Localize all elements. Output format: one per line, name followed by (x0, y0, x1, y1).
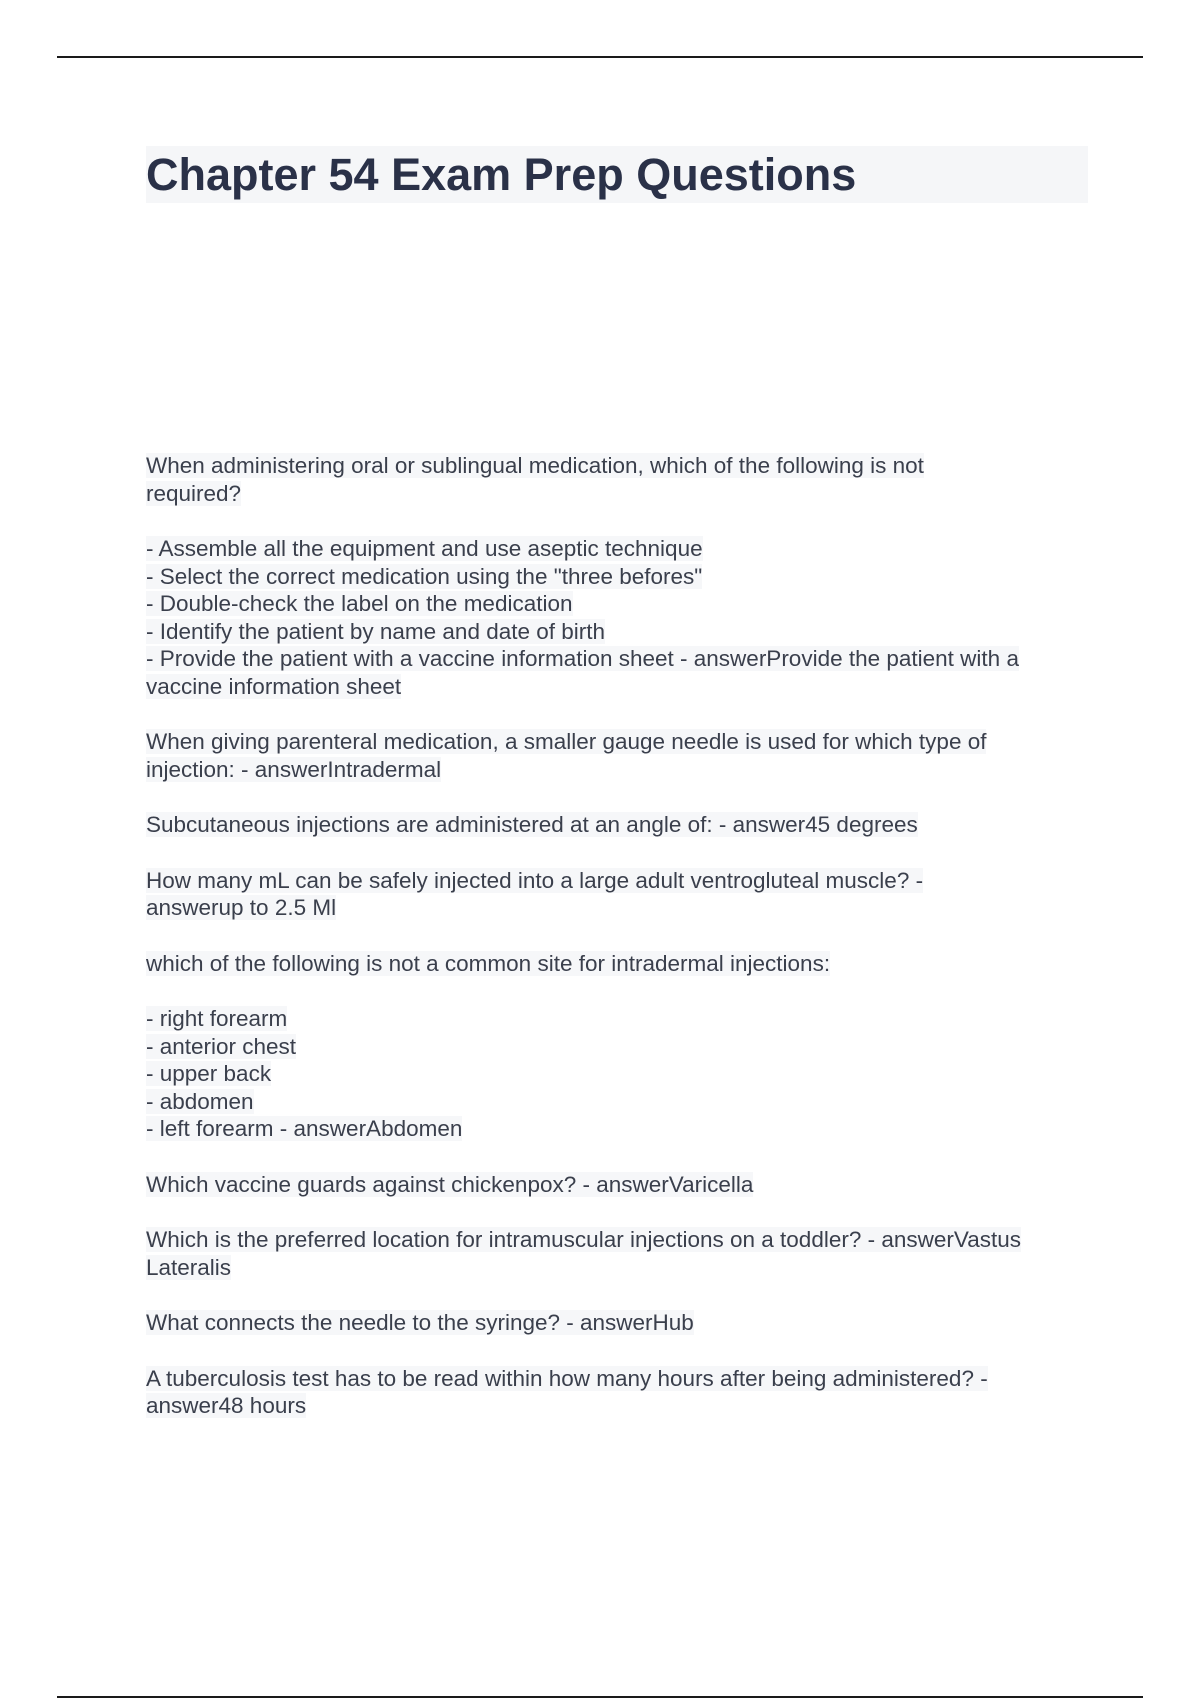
line: When administering oral or sublingual medication, which of the following is not (146, 453, 924, 478)
line: Lateralis (146, 1254, 232, 1280)
line: A tuberculosis test has to be read within how many hours after being administered? - (146, 1365, 988, 1391)
page-title: Chapter 54 Exam Prep Questions (146, 149, 857, 200)
line: answer48 hours (146, 1393, 307, 1418)
option: - anterior chest (146, 1033, 297, 1059)
option: - Double-check the label on the medication (146, 591, 573, 616)
question-8 (146, 1309, 1096, 1337)
option: - upper back (146, 1061, 272, 1086)
question-4 (146, 867, 1096, 922)
option: - abdomen (146, 1088, 254, 1114)
option: - left forearm - answerAbdomen (146, 1116, 463, 1141)
question-3 (146, 811, 1096, 839)
question-5-options (146, 1005, 1096, 1143)
question-9 (146, 1365, 1096, 1420)
line: which of the following is not a common site for intradermal injections: (146, 950, 831, 976)
line: Which vaccine guards against chickenpox? - answerVaricella (146, 1171, 754, 1197)
line: Subcutaneous injections are administered at an angle of: - answer45 degrees (146, 812, 918, 837)
question-5 (146, 950, 1096, 978)
question-1 (146, 452, 1096, 507)
option: - Select the correct medication using the "three befores" (146, 563, 703, 589)
option: - Assemble all the equipment and use aseptic technique (146, 536, 703, 561)
option: - Provide the patient with a vaccine information sheet - answerProvide the patient with a (146, 646, 1019, 671)
line: required? (146, 480, 242, 506)
question-list (146, 452, 1096, 1448)
line: injection: - answerIntradermal (146, 756, 442, 782)
question-7 (146, 1226, 1096, 1281)
option: - Identify the patient by name and date of birth (146, 618, 606, 644)
line: What connects the needle to the syringe? - answerHub (146, 1310, 694, 1335)
question-2 (146, 728, 1096, 783)
line: How many mL can be safely injected into a large adult ventrogluteal muscle? - (146, 867, 924, 893)
question-1-options (146, 535, 1096, 700)
line: answerup to 2.5 Ml (146, 895, 337, 920)
line: Which is the preferred location for intramuscular injections on a toddler? - answerVastus (146, 1227, 1021, 1252)
bottom-rule (57, 1696, 1143, 1698)
top-rule (57, 56, 1143, 58)
option: - right forearm (146, 1006, 288, 1031)
line: When giving parenteral medication, a smaller gauge needle is used for which type of (146, 729, 987, 754)
question-6 (146, 1171, 1096, 1199)
option: vaccine information sheet (146, 673, 402, 699)
